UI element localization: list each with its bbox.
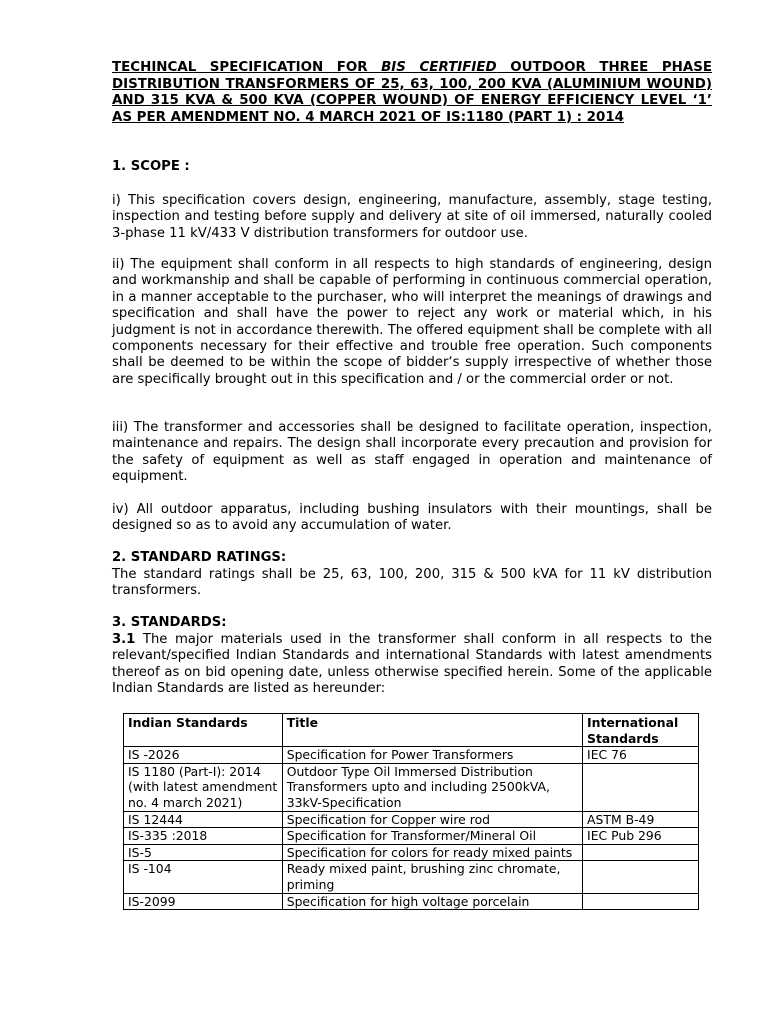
table-cell: IS-5 [124, 844, 283, 861]
table-row [124, 844, 699, 861]
table-cell: Specification for Copper wire rod [282, 811, 582, 828]
scope-paragraph-2: ii) The equipment shall conform in all respects to high standards of engineering, design and workmanship and shall be capable of performing in continuous commercial operation, in a manner acceptable to the purchaser, who will interpret the meanings of drawings and specification and shall have the power to reject any work or material which, in his judgment is not in accordance therewith. The offered equipment shall be complete with all components necessary for their effective and trouble free operation. Such components shall be deemed to be within the scope of bidder‘s supply irrespective of whether those are specifically brought out in this specification and / or the commercial order or not. [112, 257, 712, 387]
table-cell [583, 893, 699, 910]
table-cell: ASTM B-49 [583, 811, 699, 828]
table-cell: IS 1180 (Part-I): 2014 (with latest amendment no. 4 march 2021) [124, 763, 283, 811]
standards-table [123, 713, 699, 910]
standards-paragraph [112, 632, 712, 698]
header-international-standards: International Standards [583, 714, 699, 747]
scope-heading: 1. SCOPE : [112, 159, 190, 174]
scope-paragraph-4: iv) All outdoor apparatus, including bushing insulators with their mountings, shall be designed so as to avoid any accumulation of water. [112, 502, 712, 534]
title-italic: BIS CERTIFIED [381, 60, 497, 75]
clause-text: The major materials used in the transformer shall conform in all respects to the relevant/specified Indian Standards and international Standards with latest amendments thereof as on bid opening date, unless otherwise specified herein. Some of the applicable Indian Standards are listed as hereunder: [112, 632, 712, 697]
table-cell [583, 844, 699, 861]
table-row [124, 861, 699, 893]
table-cell: IS 12444 [124, 811, 283, 828]
table-row [124, 747, 699, 764]
table-row [124, 828, 699, 845]
table-cell: Ready mixed paint, brushing zinc chromate, priming [282, 861, 582, 893]
standards-heading: 3. STANDARDS: [112, 615, 227, 630]
table-cell: Specification for Transformer/Mineral Oil [282, 828, 582, 845]
table-cell [583, 861, 699, 893]
scope-paragraph-1: i) This specification covers design, engineering, manufacture, assembly, stage testing, inspection and testing before supply and delivery at site of oil immersed, naturally cooled 3-phase 11 kV/433 V distribution transformers for outdoor use. [112, 193, 712, 241]
title-part1: TECHINCAL SPECIFICATION FOR [112, 60, 382, 75]
table-cell: Specification for Power Transformers [282, 747, 582, 764]
table-cell: IS-335 :2018 [124, 828, 283, 845]
ratings-heading: 2. STANDARD RATINGS: [112, 550, 287, 565]
header-title: Title [282, 714, 582, 747]
table-cell: IS -2026 [124, 747, 283, 764]
table-header-row [124, 714, 699, 747]
table-cell: IS-2099 [124, 893, 283, 910]
table-row [124, 811, 699, 828]
clause-number: 3.1 [112, 632, 136, 647]
table-cell: Specification for high voltage porcelain [282, 893, 582, 910]
header-indian-standards: Indian Standards [124, 714, 283, 747]
table-row [124, 893, 699, 910]
table-cell [583, 763, 699, 811]
title-part2: OUTDOOR THREE PHASE DISTRIBUTION TRANSFORMERS OF 25, 63, 100, 200 KVA (ALUMINIUM WOUND) AND 315 KVA & 500 KVA (COPPER WOUND) OF ENERGY EFFICIENCY LEVEL ‘1’ AS PER AMENDMENT NO. 4 MARCH 2021 OF IS:1180 (PART 1) : 2014 [112, 60, 712, 125]
table-cell: Outdoor Type Oil Immersed Distribution Transformers upto and including 2500kVA, 33kV-Specification [282, 763, 582, 811]
table-cell: IS -104 [124, 861, 283, 893]
ratings-text: The standard ratings shall be 25, 63, 100, 200, 315 & 500 kVA for 11 kV distribution transformers. [112, 567, 712, 599]
table-cell: Specification for colors for ready mixed paints [282, 844, 582, 861]
table-cell: IEC Pub 296 [583, 828, 699, 845]
table-cell: IEC 76 [583, 747, 699, 764]
scope-paragraph-3: iii) The transformer and accessories shall be designed to facilitate operation, inspection, maintenance and repairs. The design shall incorporate every precaution and provision for the safety of equipment as well as staff engaged in operation and maintenance of equipment. [112, 420, 712, 485]
table-row [124, 763, 699, 811]
document-title [112, 60, 712, 126]
